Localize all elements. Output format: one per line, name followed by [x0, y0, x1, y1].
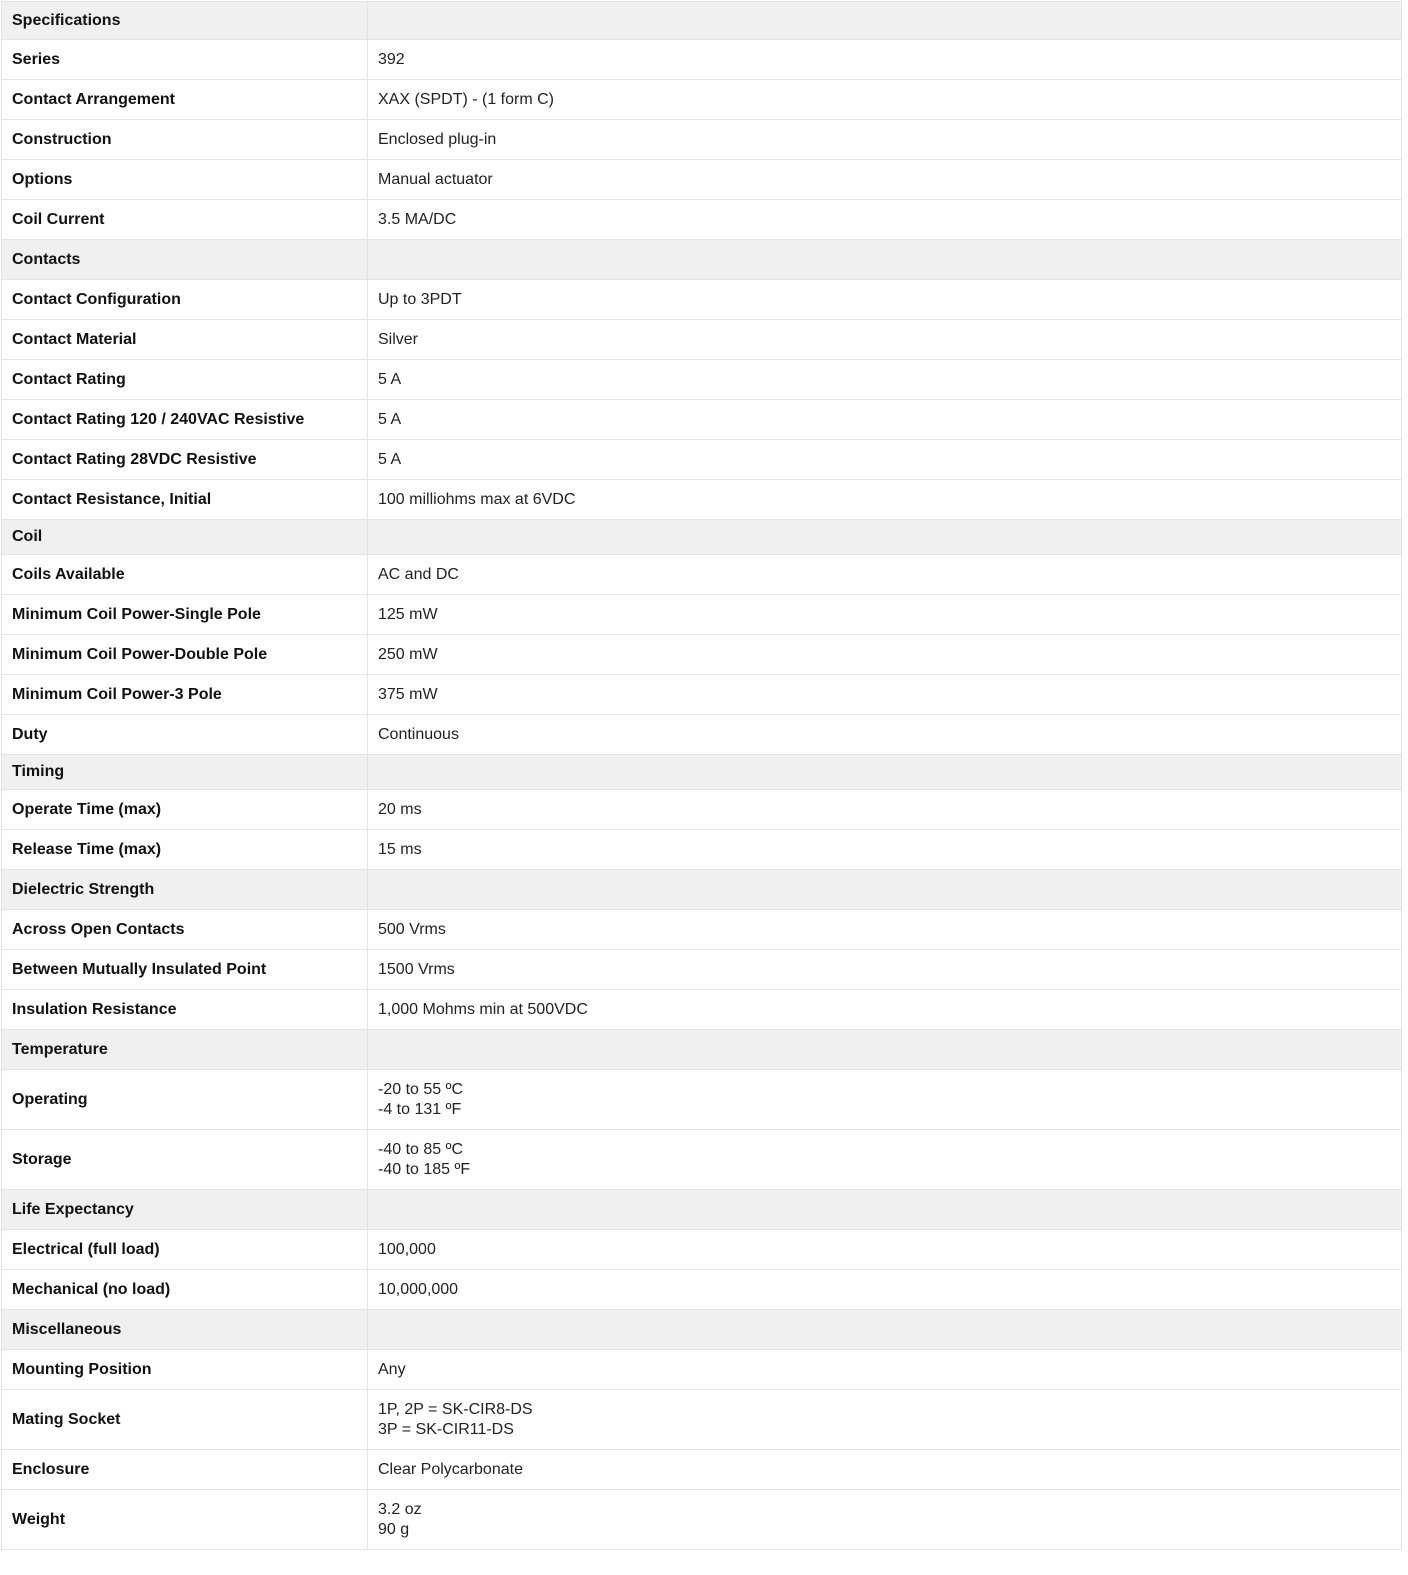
spec-label: Contact Arrangement	[2, 80, 368, 120]
spec-value-line: 3.2 oz	[378, 1500, 422, 1518]
spec-value	[368, 1390, 1402, 1450]
section-title: Timing	[2, 755, 368, 790]
spec-value	[368, 635, 1402, 675]
spec-value	[368, 120, 1402, 160]
spec-label: Options	[2, 160, 368, 200]
section-title: Specifications	[2, 2, 368, 40]
spec-value	[368, 1270, 1402, 1310]
spec-value	[368, 160, 1402, 200]
spec-value-line: 500 Vrms	[378, 920, 446, 938]
spec-label: Across Open Contacts	[2, 910, 368, 950]
spec-label: Mechanical (no load)	[2, 1270, 368, 1310]
spec-row	[2, 80, 1402, 120]
spec-row	[2, 1490, 1402, 1550]
spec-value	[368, 1490, 1402, 1550]
spec-value	[368, 675, 1402, 715]
spec-row	[2, 1130, 1402, 1190]
spec-row	[2, 1390, 1402, 1450]
spec-row	[2, 280, 1402, 320]
spec-value-line: 20 ms	[378, 800, 422, 818]
spec-value-line: 3.5 MA/DC	[378, 210, 457, 228]
spec-value-line: -4 to 131 ºF	[378, 1100, 462, 1118]
spec-label: Operating	[2, 1070, 368, 1130]
spec-value	[368, 910, 1402, 950]
spec-label: Between Mutually Insulated Point	[2, 950, 368, 990]
spec-value	[368, 950, 1402, 990]
spec-value-line: Continuous	[378, 725, 459, 743]
spec-label: Mating Socket	[2, 1390, 368, 1450]
spec-row	[2, 990, 1402, 1030]
spec-value-line: 3P = SK-CIR11-DS	[378, 1420, 514, 1438]
spec-value-line: 1P, 2P = SK-CIR8-DS	[378, 1400, 533, 1418]
spec-label: Contact Rating 28VDC Resistive	[2, 440, 368, 480]
spec-value-line: 100,000	[378, 1240, 436, 1258]
spec-value	[368, 320, 1402, 360]
section-header-row	[2, 1030, 1402, 1070]
spec-value-line: Any	[378, 1360, 406, 1378]
spec-value	[368, 1450, 1402, 1490]
spec-label: Insulation Resistance	[2, 990, 368, 1030]
spec-label: Minimum Coil Power-Single Pole	[2, 595, 368, 635]
spec-row	[2, 360, 1402, 400]
spec-label: Storage	[2, 1130, 368, 1190]
spec-value-line: Up to 3PDT	[378, 290, 462, 308]
spec-value	[368, 595, 1402, 635]
spec-row	[2, 400, 1402, 440]
spec-label: Enclosure	[2, 1450, 368, 1490]
spec-row	[2, 1230, 1402, 1270]
spec-value-line: 90 g	[378, 1520, 410, 1538]
spec-value	[368, 1130, 1402, 1190]
spec-value	[368, 990, 1402, 1030]
spec-value-line: Silver	[378, 330, 419, 348]
spec-value	[368, 480, 1402, 520]
spec-label: Contact Configuration	[2, 280, 368, 320]
spec-row	[2, 160, 1402, 200]
spec-value	[368, 1070, 1402, 1130]
spec-label: Coil Current	[2, 200, 368, 240]
spec-row	[2, 1350, 1402, 1390]
spec-value-line: 5 A	[378, 370, 402, 388]
section-header-blank	[368, 520, 1402, 555]
spec-value	[368, 715, 1402, 755]
spec-value-line: -40 to 85 ºC	[378, 1140, 463, 1158]
section-title: Dielectric Strength	[2, 870, 368, 910]
section-header-blank	[368, 1030, 1402, 1070]
spec-value	[368, 1350, 1402, 1390]
spec-row	[2, 595, 1402, 635]
section-header-blank	[368, 1190, 1402, 1230]
section-header-blank	[368, 2, 1402, 40]
spec-row	[2, 950, 1402, 990]
spec-row	[2, 480, 1402, 520]
spec-value-line: -20 to 55 ºC	[378, 1080, 463, 1098]
section-header-row	[2, 870, 1402, 910]
spec-row	[2, 830, 1402, 870]
spec-value-line: 5 A	[378, 450, 402, 468]
spec-value	[368, 790, 1402, 830]
spec-value-line: 375 mW	[378, 685, 438, 703]
spec-value-line: Enclosed plug-in	[378, 130, 497, 148]
spec-value-line: 5 A	[378, 410, 402, 428]
spec-label: Electrical (full load)	[2, 1230, 368, 1270]
spec-value	[368, 360, 1402, 400]
section-title: Temperature	[2, 1030, 368, 1070]
spec-label: Contact Resistance, Initial	[2, 480, 368, 520]
spec-value	[368, 40, 1402, 80]
spec-label: Construction	[2, 120, 368, 160]
section-header-row	[2, 2, 1402, 40]
spec-row	[2, 120, 1402, 160]
spec-value-line: Manual actuator	[378, 170, 493, 188]
spec-row	[2, 40, 1402, 80]
spec-label: Operate Time (max)	[2, 790, 368, 830]
spec-value-line: 125 mW	[378, 605, 438, 623]
spec-row	[2, 320, 1402, 360]
specifications-table	[1, 1, 1402, 1550]
spec-label: Contact Rating 120 / 240VAC Resistive	[2, 400, 368, 440]
spec-value-line: Clear Polycarbonate	[378, 1460, 523, 1478]
spec-value-line: 1500 Vrms	[378, 960, 455, 978]
spec-value-line: 10,000,000	[378, 1280, 459, 1298]
spec-value-line: -40 to 185 ºF	[378, 1160, 471, 1178]
spec-row	[2, 1270, 1402, 1310]
section-title: Contacts	[2, 240, 368, 280]
spec-row	[2, 790, 1402, 830]
specifications-table-body	[2, 2, 1402, 1550]
section-header-row	[2, 1310, 1402, 1350]
spec-value-line: 100 milliohms max at 6VDC	[378, 490, 576, 508]
spec-value	[368, 200, 1402, 240]
spec-value	[368, 280, 1402, 320]
spec-label: Contact Material	[2, 320, 368, 360]
spec-label: Duty	[2, 715, 368, 755]
spec-label: Weight	[2, 1490, 368, 1550]
section-header-blank	[368, 240, 1402, 280]
spec-row	[2, 555, 1402, 595]
spec-value-line: 250 mW	[378, 645, 438, 663]
spec-value-line: 15 ms	[378, 840, 422, 858]
spec-value-line: 392	[378, 50, 405, 68]
section-header-row	[2, 755, 1402, 790]
spec-row	[2, 910, 1402, 950]
spec-row	[2, 440, 1402, 480]
spec-value-line: AC and DC	[378, 565, 459, 583]
spec-label: Contact Rating	[2, 360, 368, 400]
section-title: Life Expectancy	[2, 1190, 368, 1230]
spec-row	[2, 675, 1402, 715]
spec-row	[2, 635, 1402, 675]
spec-label: Coils Available	[2, 555, 368, 595]
spec-value	[368, 830, 1402, 870]
spec-label: Mounting Position	[2, 1350, 368, 1390]
section-header-row	[2, 1190, 1402, 1230]
section-header-blank	[368, 870, 1402, 910]
section-title: Coil	[2, 520, 368, 555]
section-header-row	[2, 520, 1402, 555]
spec-label: Minimum Coil Power-Double Pole	[2, 635, 368, 675]
spec-label: Minimum Coil Power-3 Pole	[2, 675, 368, 715]
spec-row	[2, 1070, 1402, 1130]
spec-row	[2, 200, 1402, 240]
section-header-blank	[368, 1310, 1402, 1350]
spec-row	[2, 1450, 1402, 1490]
spec-label: Release Time (max)	[2, 830, 368, 870]
section-header-row	[2, 240, 1402, 280]
spec-value	[368, 555, 1402, 595]
spec-row	[2, 715, 1402, 755]
spec-label: Series	[2, 40, 368, 80]
spec-value	[368, 400, 1402, 440]
spec-value	[368, 80, 1402, 120]
spec-value	[368, 440, 1402, 480]
spec-value-line: 1,000 Mohms min at 500VDC	[378, 1000, 588, 1018]
section-header-blank	[368, 755, 1402, 790]
section-title: Miscellaneous	[2, 1310, 368, 1350]
spec-value	[368, 1230, 1402, 1270]
spec-value-line: XAX (SPDT) - (1 form C)	[378, 90, 555, 108]
